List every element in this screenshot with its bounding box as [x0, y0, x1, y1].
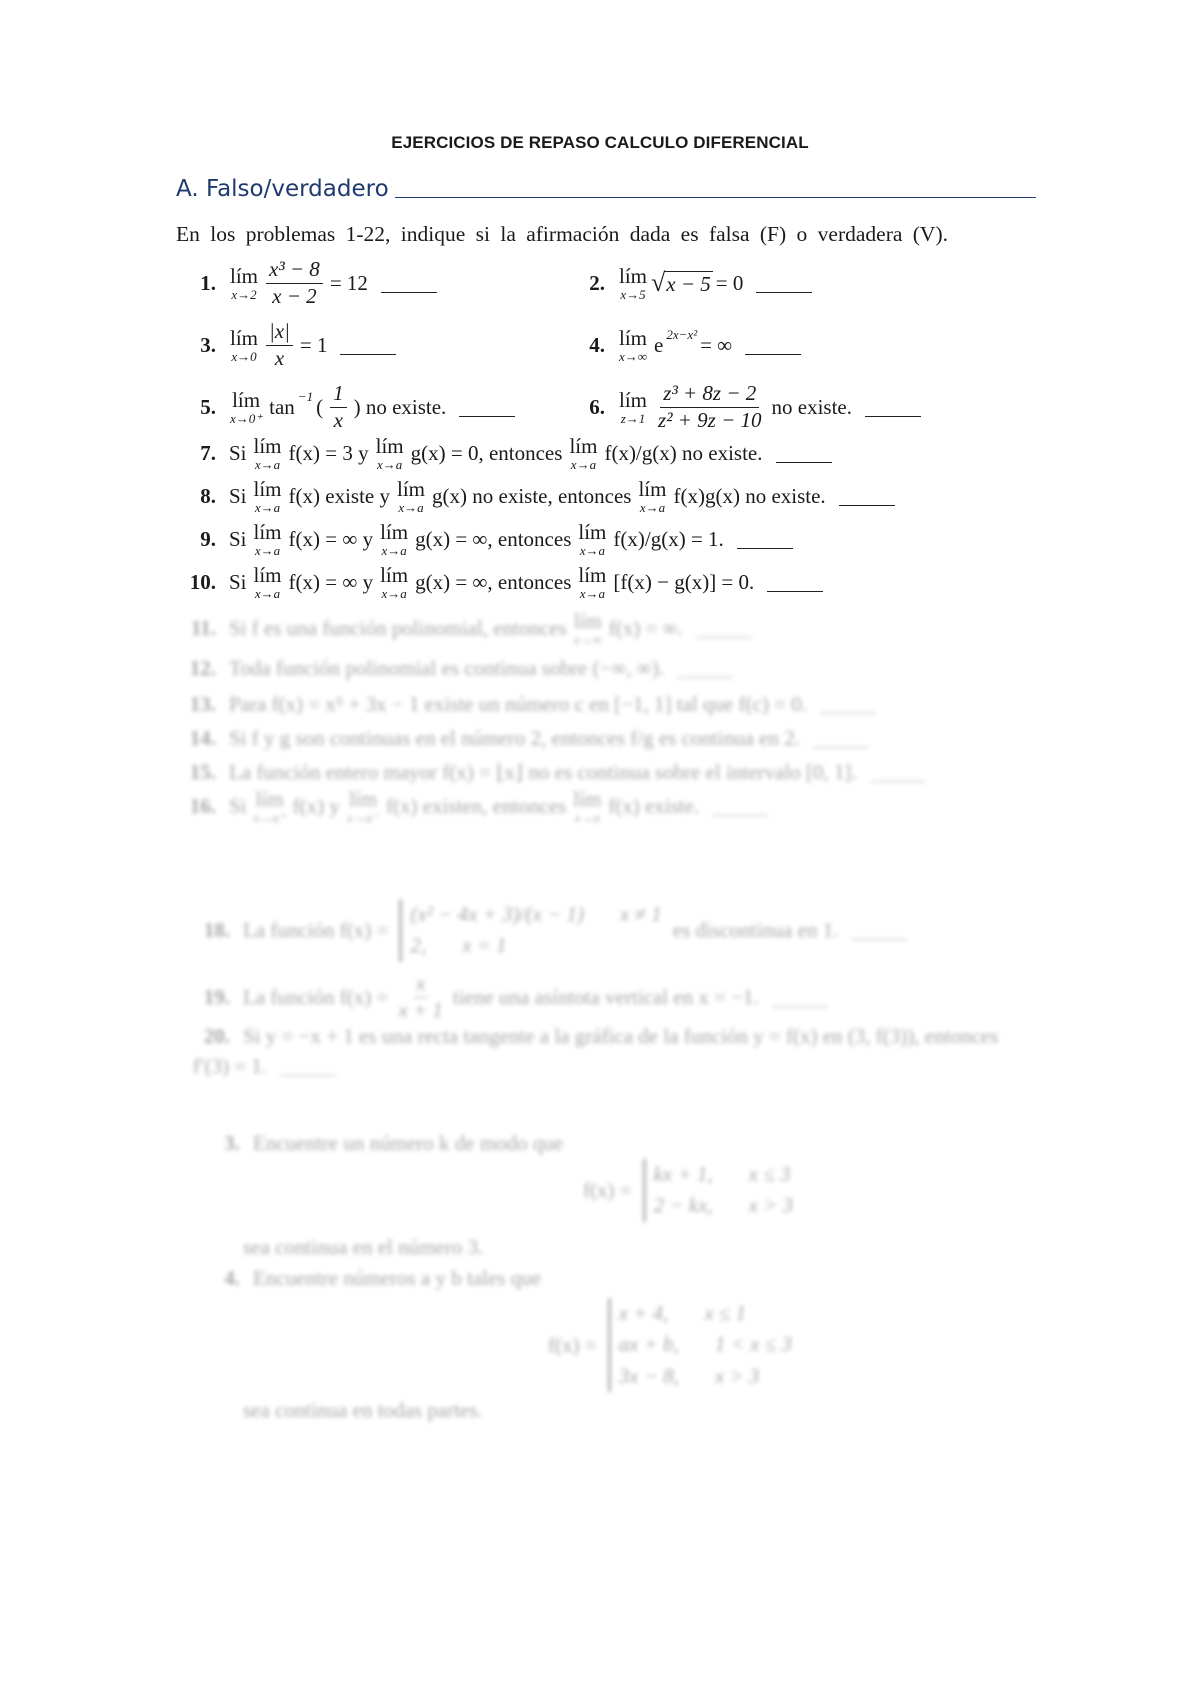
numerator: 1: [330, 382, 347, 407]
fraction: [266, 258, 323, 307]
limit-subscript: x→a: [254, 499, 281, 515]
lim-word: lím: [253, 562, 282, 587]
expression-text: es discontinua en 1.: [672, 917, 839, 942]
lim-word: lím: [569, 433, 598, 458]
limit-subscript: x→a: [398, 499, 424, 515]
lim-word: lím: [573, 786, 602, 811]
denominator: z² + 9z − 10: [658, 407, 762, 432]
piecewise-case: [410, 899, 661, 931]
problem-item: [190, 1036, 336, 1096]
limit-subscript: x→a: [254, 542, 281, 558]
problem-number: 14.: [189, 725, 216, 750]
lim-word: lím: [619, 325, 648, 350]
limit-operator: [619, 387, 648, 426]
problem-number: 1.: [200, 270, 216, 295]
expression-text: Para f(x) = x⁵ + 3x − 1 existe un número c en [−1, 1] tal que f(c) = 0.: [229, 691, 807, 716]
problem-number: 9.: [200, 526, 216, 551]
limit-operator: [578, 562, 607, 601]
expression-text: Si: [229, 793, 247, 818]
problem-number: 5.: [200, 394, 216, 419]
expression-text: tiene una asíntota vertical en x = −1.: [452, 984, 759, 1009]
square-root: √x − 5: [651, 268, 711, 297]
problem-number: 13.: [189, 691, 216, 716]
lim-word: lím: [253, 519, 282, 544]
lim-word: lím: [397, 476, 426, 501]
answer-blank[interactable]: [851, 921, 907, 940]
answer-blank[interactable]: [712, 797, 768, 816]
answer-blank[interactable]: [870, 763, 926, 782]
case-expression: x + 4,: [618, 1300, 669, 1325]
numerator: x: [413, 972, 428, 997]
expression-text: f(x) = ∞ y: [288, 569, 374, 594]
expression-text: e: [654, 332, 664, 357]
limit-operator: [230, 263, 259, 302]
lim-word: lím: [232, 387, 261, 412]
limit-operator: [346, 786, 380, 825]
limit-subscript: x→a⁻: [346, 809, 380, 825]
expression-text: f(x) y: [292, 793, 340, 818]
lim-word: lím: [380, 519, 409, 544]
answer-blank[interactable]: [865, 398, 921, 417]
problem-number: 3.: [200, 332, 216, 357]
problem-item: [565, 315, 801, 375]
case-expression: (x² − 4x + 3)/(x − 1): [410, 901, 584, 926]
problem-item: [200, 1248, 544, 1308]
piecewise-case: [654, 1159, 794, 1191]
expression-text: g(x) no existe, entonces: [432, 483, 632, 508]
problem-item: [176, 776, 768, 836]
problem-number: 16.: [189, 793, 216, 818]
limit-subscript: x→2: [231, 286, 257, 302]
answer-blank[interactable]: [737, 530, 793, 549]
limit-operator: [573, 786, 602, 825]
limit-subscript: x→a: [376, 456, 403, 472]
expression-text: f(x) =: [583, 1177, 632, 1202]
answer-blank[interactable]: [280, 1057, 336, 1076]
expression-text: Si f es una función polinomial, entonces: [229, 615, 567, 640]
problem-item: [565, 253, 812, 313]
expression-text: La función f(x) =: [243, 984, 389, 1009]
answer-blank[interactable]: [839, 487, 895, 506]
limit-subscript: x→a: [254, 456, 281, 472]
problem-item: [580, 1160, 801, 1220]
lim-word: lím: [578, 519, 607, 544]
expression-text: f(x)g(x) no existe.: [673, 483, 826, 508]
answer-blank[interactable]: [776, 444, 832, 463]
problem-number: 7.: [200, 440, 216, 465]
problem-item: [190, 900, 907, 960]
expression-text: f(x) existe.: [608, 793, 700, 818]
limit-subscript: x→a: [381, 542, 407, 558]
expression-text: (: [316, 394, 324, 419]
expression-text: f(x) =: [548, 1332, 597, 1357]
problem-number: 8.: [200, 483, 216, 508]
expression-text: Si: [229, 440, 247, 465]
expression-text: f(x) existe y: [288, 483, 390, 508]
lim-word: lím: [348, 786, 377, 811]
problem-item: [240, 1380, 486, 1440]
expression-text: f(x) existen, entonces: [386, 793, 567, 818]
superscript: 2x−x²: [666, 327, 698, 342]
piecewise-case: [410, 930, 661, 962]
problem-number: 3.: [224, 1130, 240, 1155]
denominator: x: [333, 407, 343, 432]
lim-word: lím: [253, 433, 282, 458]
expression-text: = 12: [329, 270, 368, 295]
answer-blank[interactable]: [772, 988, 828, 1007]
problem-number: 2.: [589, 270, 605, 295]
limit-subscript: x→a: [579, 542, 606, 558]
limit-subscript: x→a⁺: [253, 809, 286, 825]
expression-text: Si: [229, 483, 247, 508]
limit-subscript: x→a: [254, 585, 281, 601]
answer-blank[interactable]: [745, 336, 801, 355]
limit-subscript: x→a: [579, 585, 606, 601]
lim-word: lím: [619, 387, 648, 412]
case-condition: x ≤ 1: [704, 1300, 747, 1325]
expression-text: Toda función polinomial es continua sobre (−∞, ∞).: [229, 655, 665, 680]
case-condition: x > 3: [748, 1193, 794, 1217]
expression-text: tan: [269, 394, 295, 419]
expression-text: f′(3) = 1.: [193, 1053, 268, 1078]
limit-operator: [253, 562, 282, 601]
lim-word: lím: [230, 263, 259, 288]
lim-word: lím: [375, 433, 404, 458]
lim-word: lím: [638, 476, 667, 501]
limit-subscript: x→a: [570, 456, 597, 472]
expression-text: = 1: [299, 332, 328, 357]
problem-number: 12.: [189, 655, 216, 680]
expression-text: f(x) = ∞.: [608, 615, 683, 640]
expression-text: = ∞: [700, 332, 733, 357]
expression-text: f(x) = ∞ y: [288, 526, 374, 551]
denominator: x − 2: [272, 283, 317, 308]
piecewise-case: [619, 1361, 792, 1393]
answer-blank[interactable]: [381, 274, 437, 293]
numerator: x³ − 8: [266, 258, 323, 283]
expression-text: g(x) = ∞, entonces: [415, 569, 572, 594]
limit-subscript: x→∞: [573, 631, 602, 647]
expression-text: [f(x) − g(x)] = 0.: [613, 569, 755, 594]
case-condition: x ≠ 1: [619, 901, 662, 926]
problem-number: 11.: [190, 615, 216, 640]
lim-word: lím: [380, 562, 409, 587]
answer-blank[interactable]: [459, 398, 515, 417]
expression-text: Si y = −x + 1 es una recta tangente a la gráfica de la función y = f(x) en (3, f(3)), entonces: [243, 1023, 999, 1048]
limit-subscript: x→5: [620, 286, 646, 302]
expression-text: sea continua en todas partes.: [243, 1397, 483, 1422]
answer-blank[interactable]: [696, 619, 752, 638]
lim-word: lím: [573, 608, 602, 633]
case-expression: 3x − 8,: [618, 1363, 679, 1388]
case-expression: 2 − kx,: [653, 1193, 713, 1217]
expression-text: f(x) = 3 y: [288, 440, 369, 465]
lim-word: lím: [619, 263, 648, 288]
limit-subscript: x→a: [574, 809, 600, 825]
piecewise-definition: [643, 1159, 794, 1222]
problem-number: 6.: [589, 394, 605, 419]
expression-text: f(x)/g(x) no existe.: [604, 440, 763, 465]
expression-text: = 0: [715, 270, 744, 295]
case-expression: ax + b,: [618, 1332, 679, 1357]
problem-number: 18.: [203, 917, 230, 942]
problem-number: 20.: [203, 1023, 230, 1048]
limit-operator: [380, 562, 409, 601]
problem-number: 19.: [203, 984, 230, 1009]
document-title: EJERCICIOS DE REPASO CALCULO DIFERENCIAL: [391, 133, 809, 152]
piecewise-definition: [608, 1298, 792, 1393]
limit-subscript: x→a: [639, 499, 666, 515]
case-condition: x > 3: [714, 1363, 760, 1388]
lim-word: lím: [255, 786, 284, 811]
superscript: −1: [297, 389, 314, 404]
limit-subscript: x→0: [231, 348, 257, 364]
expression-text: ) no existe.: [353, 394, 447, 419]
problem-item: [176, 315, 396, 375]
expression-text: sea continua en el número 3.: [243, 1234, 484, 1259]
fraction: [266, 320, 293, 369]
problem-item: [545, 1300, 800, 1388]
piecewise-case: [654, 1190, 794, 1222]
limit-subscript: z→1: [620, 410, 646, 426]
piecewise-case: [619, 1329, 792, 1361]
expression-text: Si: [229, 526, 247, 551]
problem-number: 10.: [189, 569, 216, 594]
piecewise-definition: [399, 899, 661, 962]
expression-text: g(x) = ∞, entonces: [415, 526, 572, 551]
limit-operator: [253, 786, 286, 825]
instructions: En los problemas 1-22, indique si la afirmación dada es falsa (F) o verdadera (V).: [176, 222, 948, 246]
limit-operator: [230, 325, 259, 364]
radicand: x − 5: [666, 272, 711, 296]
answer-blank[interactable]: [767, 573, 823, 592]
section-heading: [176, 176, 1036, 202]
case-expression: 2,: [410, 933, 427, 957]
denominator: x: [274, 345, 285, 370]
numerator: |x|: [266, 320, 293, 345]
lim-word: lím: [578, 562, 607, 587]
expression-text: Encuentre números a y b tales que: [253, 1265, 542, 1290]
section-heading-text: A. Falso/verdadero: [176, 176, 389, 202]
case-expression: kx + 1,: [653, 1161, 713, 1186]
expression-text: no existe.: [771, 394, 852, 419]
heading-rule: [395, 197, 1036, 198]
case-condition: x ≤ 3: [748, 1161, 791, 1186]
expression-text: Si: [229, 569, 247, 594]
case-condition: 1 < x ≤ 3: [714, 1332, 792, 1357]
limit-subscript: x→a: [381, 585, 407, 601]
problem-item: [176, 253, 437, 313]
expression-text: La función f(x) =: [243, 917, 389, 942]
expression-text: La función entero mayor f(x) = ⌊x⌋ no es continua sobre el intervalo [0, 1].: [229, 759, 857, 784]
piecewise-case: [619, 1298, 792, 1330]
numerator: z³ + 8z − 2: [660, 382, 759, 407]
limit-operator: [230, 387, 263, 426]
problem-number: 15.: [189, 759, 216, 784]
expression-text: Encuentre un número k de modo que: [253, 1130, 564, 1155]
limit-subscript: x→∞: [619, 348, 648, 364]
denominator: x + 1: [398, 997, 443, 1022]
case-condition: x = 1: [462, 933, 507, 957]
problem-number: 4.: [589, 332, 605, 357]
expression-text: Si f y g son continuas en el número 2, entonces f/g es continua en 2.: [229, 725, 800, 750]
expression-text: f(x)/g(x) = 1.: [613, 526, 724, 551]
problem-item: [200, 1113, 566, 1173]
limit-operator: [619, 325, 648, 364]
limit-operator: [619, 263, 648, 302]
expression-text: g(x) = 0, entonces: [410, 440, 563, 465]
lim-word: lím: [253, 476, 282, 501]
lim-word: lím: [230, 325, 259, 350]
problem-number: 4.: [224, 1265, 240, 1290]
answer-blank[interactable]: [340, 336, 396, 355]
answer-blank[interactable]: [756, 274, 812, 293]
limit-subscript: x→0⁺: [230, 410, 263, 426]
